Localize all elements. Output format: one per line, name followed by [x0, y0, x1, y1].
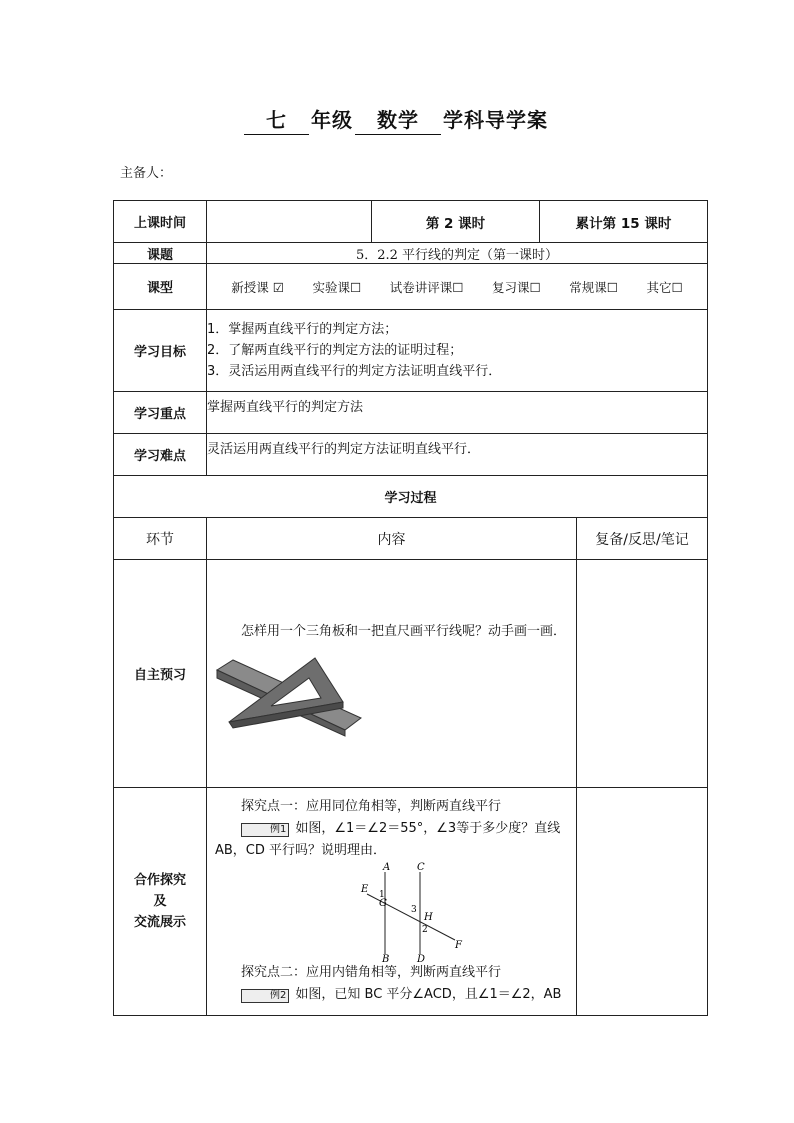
coop-label — [114, 788, 207, 1016]
type-review-test[interactable]: 试卷讲评课☐ — [389, 279, 464, 295]
type-label: 课型 — [114, 264, 207, 310]
topic-value: 5．2.2 平行线的判定（第一课时） — [207, 243, 708, 264]
type-experiment[interactable]: 实验课☐ — [312, 279, 362, 295]
label-1: 1 — [379, 890, 385, 900]
subject-field: 数学 — [355, 108, 441, 135]
grade-field: 七 — [244, 108, 309, 135]
preparer-label: 主备人： — [120, 166, 173, 181]
difficulty-value: 灵活运用两直线平行的判定方法证明直线平行． — [207, 434, 708, 476]
coop-notes[interactable] — [577, 788, 708, 1016]
example-two-badge: 例2 — [241, 989, 289, 1003]
lesson-types — [207, 264, 708, 310]
label-a: A — [383, 862, 391, 873]
class-time-label: 上课时间 — [114, 201, 207, 243]
example-one — [215, 818, 568, 862]
difficulty-label: 学习难点 — [114, 434, 207, 476]
document-title — [0, 104, 794, 135]
goal-item: 3．灵活运用两直线平行的判定方法证明直线平行． — [207, 364, 502, 379]
type-other[interactable]: 其它☐ — [646, 279, 683, 295]
label-c: C — [417, 862, 425, 873]
grade-suffix: 年级 — [311, 108, 353, 132]
goals-list — [207, 310, 708, 392]
label-g: G — [379, 898, 387, 909]
parallel-lines-figure — [355, 862, 475, 962]
example-two — [215, 984, 568, 1006]
col-stage: 环节 — [114, 518, 207, 560]
goal-item: 1．掌握两直线平行的判定方法； — [207, 322, 398, 337]
type-regular[interactable]: 常规课☐ — [569, 279, 618, 295]
example-two-text: 如图，已知 BC 平分∠ACD，且∠1＝∠2，AB — [295, 987, 562, 1002]
coop-label-line: 交流展示 — [133, 915, 186, 930]
preview-content — [207, 560, 577, 788]
coop-content — [207, 788, 577, 1016]
label-d: D — [417, 954, 426, 962]
example-one-badge: 例1 — [241, 823, 289, 837]
key-value: 掌握两直线平行的判定方法 — [207, 392, 708, 434]
triangle-ruler-image — [211, 652, 381, 742]
label-e: E — [361, 884, 369, 895]
process-title: 学习过程 — [114, 476, 708, 518]
key-label: 学习重点 — [114, 392, 207, 434]
type-revision[interactable]: 复习课☐ — [491, 279, 541, 295]
lesson-plan-table — [113, 200, 708, 1016]
class-time-value — [207, 201, 372, 243]
coop-label-line: 合作探究 — [133, 873, 186, 888]
preview-notes[interactable] — [577, 560, 708, 788]
doc-title: 学科导学案 — [443, 108, 548, 132]
example-one-text: 如图，∠1＝∠2＝55°，∠3等于多少度？直线AB，CD 平行吗？说明理由． — [215, 821, 561, 858]
type-new[interactable]: 新授课 ☑ — [231, 279, 284, 295]
col-notes: 复备/反思/笔记 — [577, 518, 708, 560]
lesson-number: 第 2 课时 — [372, 201, 540, 243]
goals-label: 学习目标 — [114, 310, 207, 392]
preview-text: 怎样用一个三角板和一把直尺画平行线呢？动手画一画． — [241, 624, 567, 639]
preview-label: 自主预习 — [114, 560, 207, 788]
label-3: 3 — [411, 905, 417, 915]
label-2: 2 — [422, 925, 428, 935]
point-two: 探究点二：应用内错角相等，判断两直线平行 — [241, 965, 502, 980]
point-one: 探究点一：应用同位角相等，判断两直线平行 — [241, 799, 502, 814]
goal-item: 2．了解两直线平行的判定方法的证明过程； — [207, 343, 463, 358]
label-f: F — [455, 940, 462, 951]
topic-label: 课题 — [114, 243, 207, 264]
label-h: H — [424, 912, 433, 923]
label-b: B — [382, 954, 390, 962]
coop-label-line: 及 — [153, 894, 167, 909]
cumulative-lessons: 累计第 15 课时 — [540, 201, 708, 243]
col-content: 内容 — [207, 518, 577, 560]
